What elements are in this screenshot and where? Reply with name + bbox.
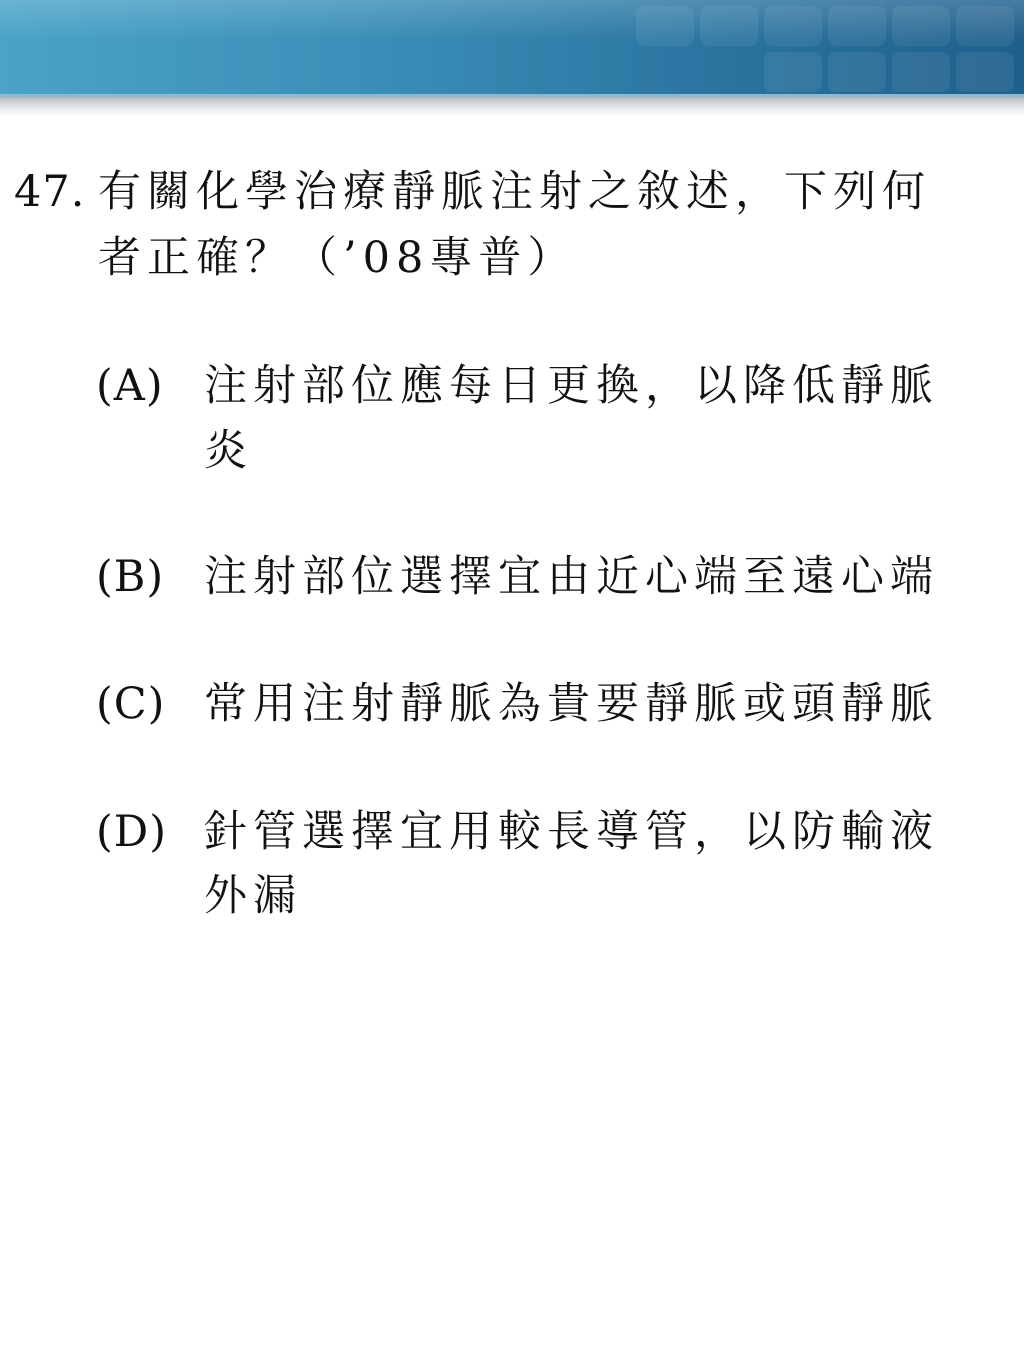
- header-tile: [700, 6, 758, 46]
- header-band: [0, 0, 1024, 94]
- header-tile: [828, 6, 886, 46]
- question-number: 47.: [14, 167, 86, 217]
- header-tile: [956, 6, 1014, 46]
- option-c-text: 常用注射靜脈為貴要靜脈或頭靜脈: [204, 679, 939, 729]
- option-b-label: (B): [96, 552, 165, 602]
- header-tile: [636, 6, 694, 46]
- option-c-label: (C): [96, 679, 166, 729]
- option-a-text-line1: 注射部位應每日更換，以降低靜脈: [204, 361, 939, 411]
- option-d-label: (D): [96, 807, 168, 857]
- option-d-text-line1: 針管選擇宜用較長導管，以防輸液: [204, 807, 939, 857]
- header-tile: [764, 6, 822, 46]
- header-tile: [828, 52, 886, 92]
- header-tile: [956, 52, 1014, 92]
- header-tile: [892, 6, 950, 46]
- option-a-label: (A): [96, 361, 164, 411]
- header-tile: [764, 52, 822, 92]
- header-shadow: [0, 94, 1024, 116]
- question-text-line2: 者正確？（’08專普）: [98, 233, 577, 283]
- header-divider: [0, 94, 1024, 97]
- option-d-text-line2: 外漏: [204, 871, 302, 921]
- option-a-text-line2: 炎: [204, 426, 253, 476]
- header-tile: [892, 52, 950, 92]
- option-b-text: 注射部位選擇宜由近心端至遠心端: [204, 552, 939, 602]
- question-text-line1: 有關化學治療靜脈注射之敘述，下列何: [98, 167, 931, 217]
